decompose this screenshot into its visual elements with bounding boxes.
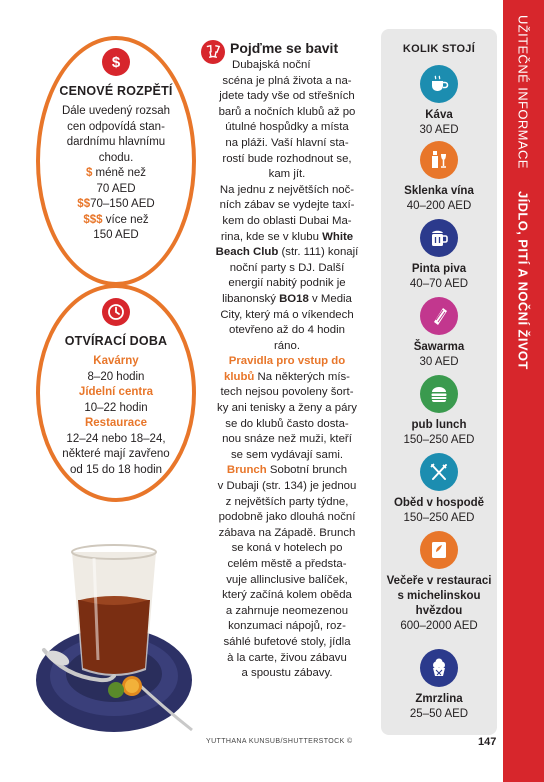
- photo-credit: YUTTHANA KUNSUB/SHUTTERSTOCK ©: [206, 738, 353, 745]
- price-item: Večeře v restauraci s michelinskou hvězdou 600–2000 AED: [381, 531, 497, 634]
- prices-panel: [381, 29, 497, 735]
- clock-icon: [102, 298, 130, 326]
- opening-hours-title: OTVÍRACÍ DOBA: [64, 334, 168, 348]
- nightlife-body: Dubajská noční scéna je plná života a na- jdete tady vše od střešních barů a nočních klubů až po útulné hospůdky a místa na pláži. Vaší hlavní sta- rostí bude rozhodnout se, kam jít. Na jednu z největších noč- ních zábav se vydejte taxí- kem do oblasti Dubai Ma- rina, kde se v klubu White Beach Club (str. 111) konají noční party s DJ. Další energií nabitý podnik je libanonský BO18 v Media City, který má o víkendech otevřeno až do 4 hodin ráno. Pravidla pro vstup do klubů Na některých mís- tech nejsou povoleny šort- ky ani tenisky a ženy a páry se do klubů často dosta- nou snáze než muži, kteří se sem vydávají sami. Brunch Sobotní brunch v Dubaji (str. 134) je jednou z největších party týdne, podobně jako dlouhá noční zábava na Západě. Brunch se koná v hotelech po celém městě a předsta- vuje allinclusive balíček, který začíná kolem oběda a zahrnuje neomezenou konzumaci nápojů, roz- sáhlé bufetové stoly, jídla à la carte, živou zábavu a spoustu zábavy.: [198, 58, 376, 682]
- price-item: Pinta piva 40–70 AED: [381, 219, 497, 292]
- opening-hours-box: [36, 284, 196, 502]
- dollar-icon: [102, 48, 130, 76]
- wrap-icon: [420, 297, 458, 335]
- brunch-heading: Brunch: [226, 464, 267, 477]
- burger-icon: [420, 375, 458, 413]
- tier-1: $ méně než: [85, 167, 147, 179]
- chapter-band-text: [505, 15, 541, 605]
- price-item: Sklenka vína 40–200 AED: [381, 141, 497, 214]
- cutlery-icon: [420, 453, 458, 491]
- price-item: Šawarma 30 AED: [381, 297, 497, 370]
- price-item: pub lunch 150–250 AED: [381, 375, 497, 448]
- price-item: Zmrzlina 25–50 AED: [381, 649, 497, 722]
- price-item: Káva 30 AED: [381, 65, 497, 138]
- tier-3: $$$ více než: [83, 213, 149, 226]
- ice-cream-icon: [420, 649, 458, 687]
- tier-2: $$70–150 AED: [77, 198, 155, 210]
- price-range-box: [36, 36, 196, 286]
- opening-hours-text: Kavárny 8–20 hodin Jídelní centra 10–22 hodin Restaurace 12–24 nebo 18–24, některé mají zavřeno od 15 do 18 hodin: [62, 355, 170, 476]
- prices-title: KOLIK STOJÍ: [402, 43, 476, 55]
- tea-glass-photo: [34, 530, 194, 735]
- chapter-name: JÍDLO, PITÍ A NOČNÍ ŽIVOT: [515, 190, 531, 370]
- svg-text:$: $: [111, 54, 121, 71]
- price-item: Oběd v hospodě 150–250 AED: [381, 453, 497, 526]
- nightlife-title: Pojďme se bavit: [230, 40, 339, 56]
- section-name: UŽITEČNÉ INFORMACE: [515, 15, 531, 169]
- price-range-text: Dále uvedený rozsah cen odpovídá stan- dardnímu hlavnímu chodu. $ méně než 70 AED $$70–150 AED $$$ více než 150 AED: [40, 104, 192, 244]
- wine-icon: [420, 141, 458, 179]
- club-rules-heading: Pravidla pro vstup do: [228, 355, 346, 368]
- page-number: 147: [478, 736, 497, 748]
- menu-card-icon: [420, 531, 458, 569]
- price-range-title: CENOVÉ ROZPĚTÍ: [59, 84, 173, 98]
- beer-mug-icon: [420, 219, 458, 257]
- coffee-cup-icon: [420, 65, 458, 103]
